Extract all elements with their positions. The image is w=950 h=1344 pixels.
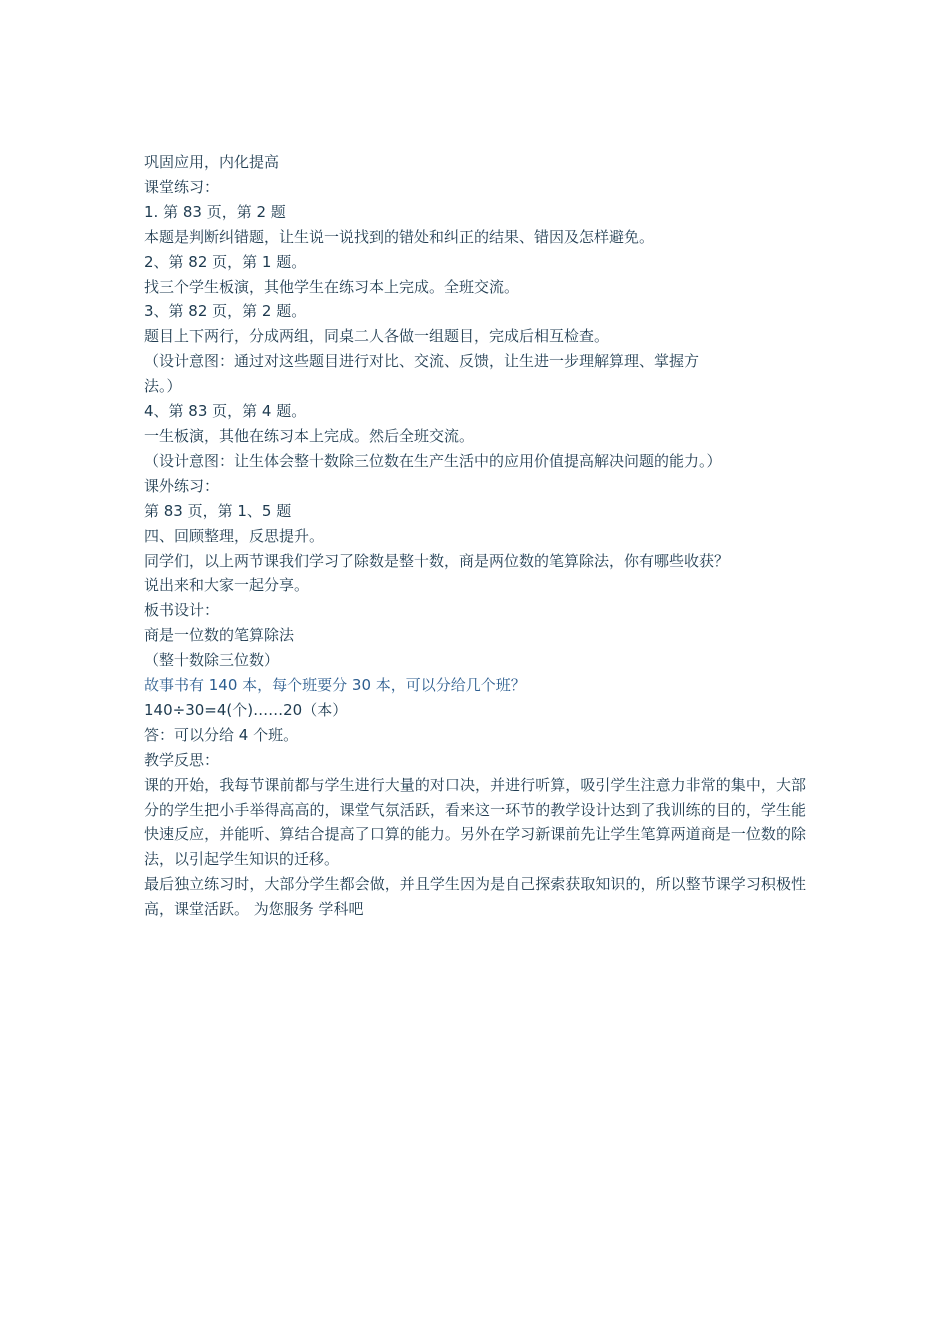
document-page [144,150,806,922]
section-heading: 巩固应用，内化提高 [144,153,280,171]
subheading-homework: 课外练习： [144,476,220,495]
design-intent-4: （设计意图：让生体会整十数除三位数在生产生活中的应用价值提高解决问题的能力。） [144,451,722,470]
exercise-description-2: 找三个学生板演，其他学生在练习本上完成。全班交流。 [144,277,520,296]
subheading-reflection: 教学反思： [144,750,220,769]
board-subtitle: （整十数除三位数） [144,651,280,670]
exercise-description-1: 本题是判断纠错题，让生说一说找到的错处和纠正的结果、错因及怎样避免。 [144,227,655,246]
design-intent-3-line-2: 法。） [144,377,182,396]
exercise-item-3: 3、第 82 页，第 2 题。 [144,302,307,321]
design-intent-3-line-1: （设计意图：通过对这些题目进行对比、交流、反馈，让生进一步理解算理、掌握方 [144,352,700,371]
exercise-item-4: 4、第 83 页，第 4 题。 [144,402,307,421]
reflection-paragraph-1: 课的开始，我每节课前都与学生进行大量的对口决，并进行听算，吸引学生注意力非常的集中，大部分的学生把小手举得高高的，课堂气氛活跃，看来这一环节的教学设计达到了我训练的目的，学生能快速反应，并能听、算结合提高了口算的能力。另外在学习新课前先让学生笔算两道商是一位数的除法，以引起学生知识的迁移。 [144,775,806,869]
exercise-description-4: 一生板演，其他在练习本上完成。然后全班交流。 [144,426,475,445]
exercise-item-2: 2、第 82 页，第 1 题。 [144,252,307,271]
board-equation: 140÷30=4(个)……20（本） [144,700,348,719]
exercise-item-1: 1. 第 83 页，第 2 题 [144,202,286,221]
subheading-board-design: 板书设计： [144,601,220,620]
board-problem: 故事书有 140 本，每个班要分 30 本，可以分给几个班？ [144,676,526,695]
exercise-description-3: 题目上下两行，分成两组，同桌二人各做一组题目，完成后相互检查。 [144,327,610,346]
homework-item: 第 83 页，第 1、5 题 [144,501,292,520]
board-title: 商是一位数的笔算除法 [144,626,295,645]
review-text-line-1: 同学们，以上两节课我们学习了除数是整十数，商是两位数的笔算除法，你有哪些收获？ [144,551,730,570]
section-review: 四、回顾整理，反思提升。 [144,526,325,545]
reflection-paragraph-2: 最后独立练习时，大部分学生都会做，并且学生因为是自己探索获取知识的，所以整节课学习积极性高，课堂活跃。 为您服务 学科吧 [144,875,806,919]
board-answer: 答：可以分给 4 个班。 [144,725,299,744]
review-text-line-2: 说出来和大家一起分享。 [144,576,310,595]
subheading-class-practice: 课堂练习： [144,177,220,196]
